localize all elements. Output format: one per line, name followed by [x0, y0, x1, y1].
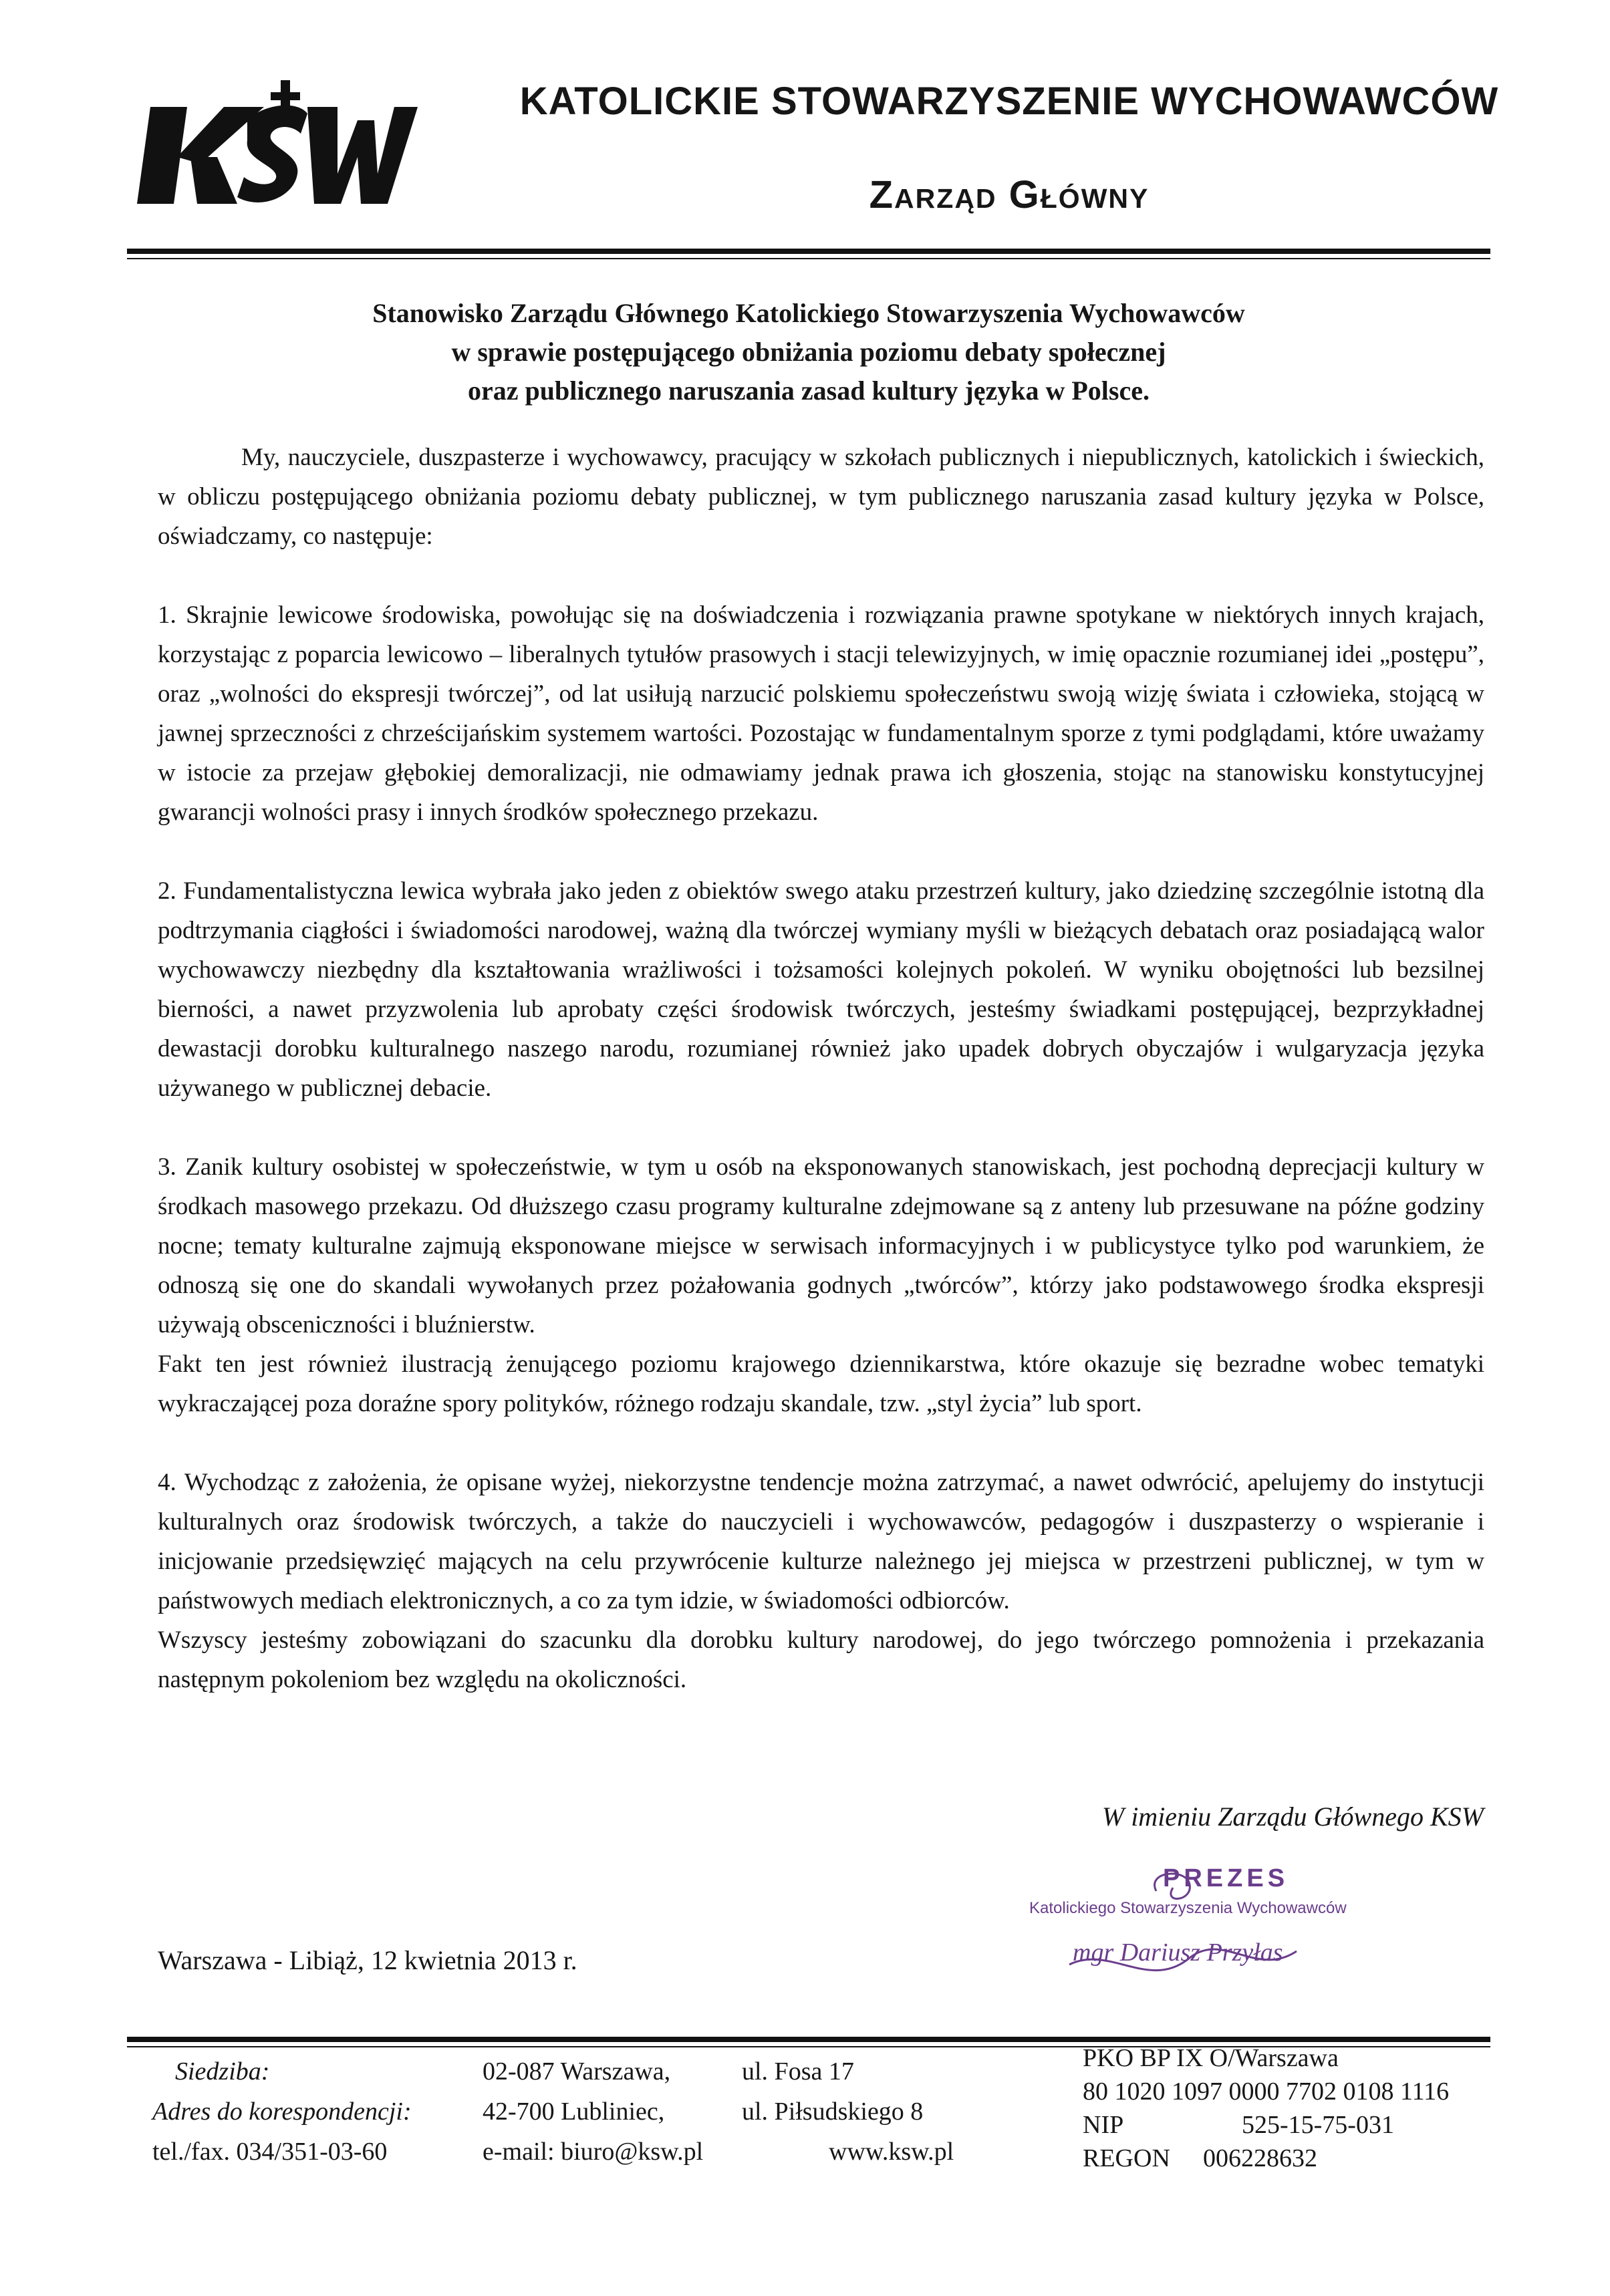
- intro-paragraph: My, nauczyciele, duszpasterze i wychowawcy, pracujący w szkołach publicznych i niepublicznych, katolickich i świeckich, w obliczu postępującego obniżania poziomu debaty publicznej, w tym publicznego naruszania zasad kultury języka w Polsce, oświadczamy, co następuje:: [158, 444, 1484, 550]
- document-title: [127, 294, 1490, 410]
- seat-city: 02-087 Warszawa,: [483, 2057, 671, 2086]
- ksw-logo-mark: [137, 80, 418, 214]
- header-divider-thin: [127, 258, 1490, 259]
- correspondence-label: Adres do korespondencji:: [152, 2098, 412, 2126]
- point-4-continuation: Wszyscy jesteśmy zobowiązani do szacunku dla dorobku kultury narodowej, do jego twórczego pomnożenia i przekazania następnym pokoleniom bez względu na okoliczności.: [158, 1626, 1484, 1693]
- stamp-name: mgr Dariusz Przyłas: [1073, 1939, 1283, 1967]
- president-stamp: [1029, 1864, 1390, 2011]
- email-address[interactable]: e-mail: biuro@ksw.pl: [483, 2138, 704, 2166]
- website-link[interactable]: www.ksw.pl: [829, 2138, 954, 2166]
- seat-label: Siedziba:: [175, 2057, 270, 2086]
- title-line-3: oraz publicznego naruszania zasad kultury języka w Polsce.: [468, 376, 1150, 406]
- footer-divider-thick: [127, 2037, 1490, 2042]
- point-4-paragraph: 4. Wychodząc z założenia, że opisane wyżej, niekorzystne tendencje można zatrzymać, a nawet odwrócić, apelujemy do instytucji kulturalnych oraz środowisk twórczych, a także do nauczycieli i wychowawców, pedagogów i duszpasterzy o wspieranie i inicjowanie przedsięwzięć mających na celu przywrócenie kulturze należnego jej miejsca w przestrzeni publicznej, w tym w państwowych mediach elektronicznych, a co za tym idzie, w świadomości odbiorców.: [158, 1469, 1484, 1614]
- title-line-2: w sprawie postępującego obniżania poziomu debaty społecznej: [451, 337, 1166, 367]
- document-body: [158, 438, 1484, 1699]
- ksw-logo: [137, 80, 418, 214]
- nip-label: NIP: [1083, 2111, 1124, 2139]
- regon-label: REGON: [1083, 2144, 1170, 2172]
- point-3-continuation: Fakt ten jest również ilustracją żenującego poziomu krajowego dziennikarstwa, które okazuje się bezradne wobec tematyki wykraczającej poza doraźne spory polityków, różnego rodzaju skandale, tzw. „styl życia” lub sport.: [158, 1350, 1484, 1417]
- point-3-paragraph: 3. Zanik kultury osobistej w społeczeństwie, w tym u osób na eksponowanych stanowiskach, jest pochodną deprecjacji kultury w środkach masowego przekazu. Od dłuższego czasu programy kulturalne zdejmowane są z anteny lub przesuwane na późne godziny nocne; tematy kulturalne zajmują eksponowane miejsce w serwisach informacyjnych i w publicystyce tylko pod warunkiem, że odnoszą się one do skandali wywołanych przez pożałowania godnych „twórców”, którzy jako podstawowego środka ekspresji używają obsceniczności i bluźnierstw.: [158, 1153, 1484, 1338]
- bank-account: 80 1020 1097 0000 7702 0108 1116: [1083, 2077, 1450, 2106]
- organization-name: KATOLICKIE STOWARZYSZENIE WYCHOWAWCÓW: [519, 80, 1499, 123]
- title-line-1: Stanowisko Zarządu Głównego Katolickiego Stowarzyszenia Wychowawców: [372, 298, 1245, 328]
- seat-street: ul. Fosa 17: [742, 2057, 854, 2086]
- correspondence-city: 42-700 Lubliniec,: [483, 2098, 665, 2126]
- regon-value: 006228632: [1203, 2144, 1317, 2172]
- correspondence-street: ul. Piłsudskiego 8: [742, 2098, 924, 2126]
- point-1-paragraph: 1. Skrajnie lewicowe środowiska, powołując się na doświadczenia i rozwiązania prawne spotykane w niektórych innych krajach, korzystając z poparcia lewicowo – liberalnych tytułów prasowych i stacji telewizyjnych, w imię opacznie rozumianej idei „postępu”, oraz „wolności do ekspresji twórczej”, od lat usiłują narzucić polskiemu społeczeństwu swoją wizję świata i człowieka, stojącą w jawnej sprzeczności z chrześcijańskim systemem wartości. Pozostając w fundamentalnym sporze z tymi podglądami, które uważamy w istocie za przejaw głębokiej demoralizacji, nie odmawiamy jednak prawa ich głoszenia, stojąc na stanowisku konstytucyjnej gwarancji wolności prasy i innych środków społecznego przekazu.: [158, 601, 1484, 826]
- signature-on-behalf: W imieniu Zarządu Głównego KSW: [1101, 1802, 1484, 1832]
- nip-value: 525-15-75-031: [1242, 2111, 1394, 2139]
- place-and-date: Warszawa - Libiąż, 12 kwietnia 2013 r.: [158, 1945, 577, 1975]
- organization-unit: Zarząd Główny: [869, 173, 1150, 217]
- bank-name: PKO BP IX O/Warszawa: [1083, 2044, 1339, 2072]
- stamp-title: PREZES: [1163, 1864, 1289, 1892]
- phone-fax: tel./fax. 034/351-03-60: [152, 2138, 388, 2166]
- header-divider-thick: [127, 249, 1490, 254]
- stamp-organization: Katolickiego Stowarzyszenia Wychowawców: [1029, 1899, 1347, 1917]
- point-2-paragraph: 2. Fundamentalistyczna lewica wybrała jako jeden z obiektów swego ataku przestrzeń kultury, jako dziedzinę szczególnie istotną dla podtrzymania ciągłości i świadomości narodowej, ważną dla twórczej wymiany myśli w bieżących debatach oraz posiadającą walor wychowawczy niezbędny dla kształtowania wrażliwości i tożsamości kolejnych pokoleń. W wyniku obojętności lub bezsilnej bierności, a nawet przyzwolenia lub aprobaty części środowisk twórczych, jesteśmy świadkami postępującej, bezprzykładnej dewastacji dorobku kulturalnego naszego narodu, rozumianej również jako upadek dobrych obyczajów i wulgaryzacja języka używanego w publicznej debacie.: [158, 877, 1484, 1102]
